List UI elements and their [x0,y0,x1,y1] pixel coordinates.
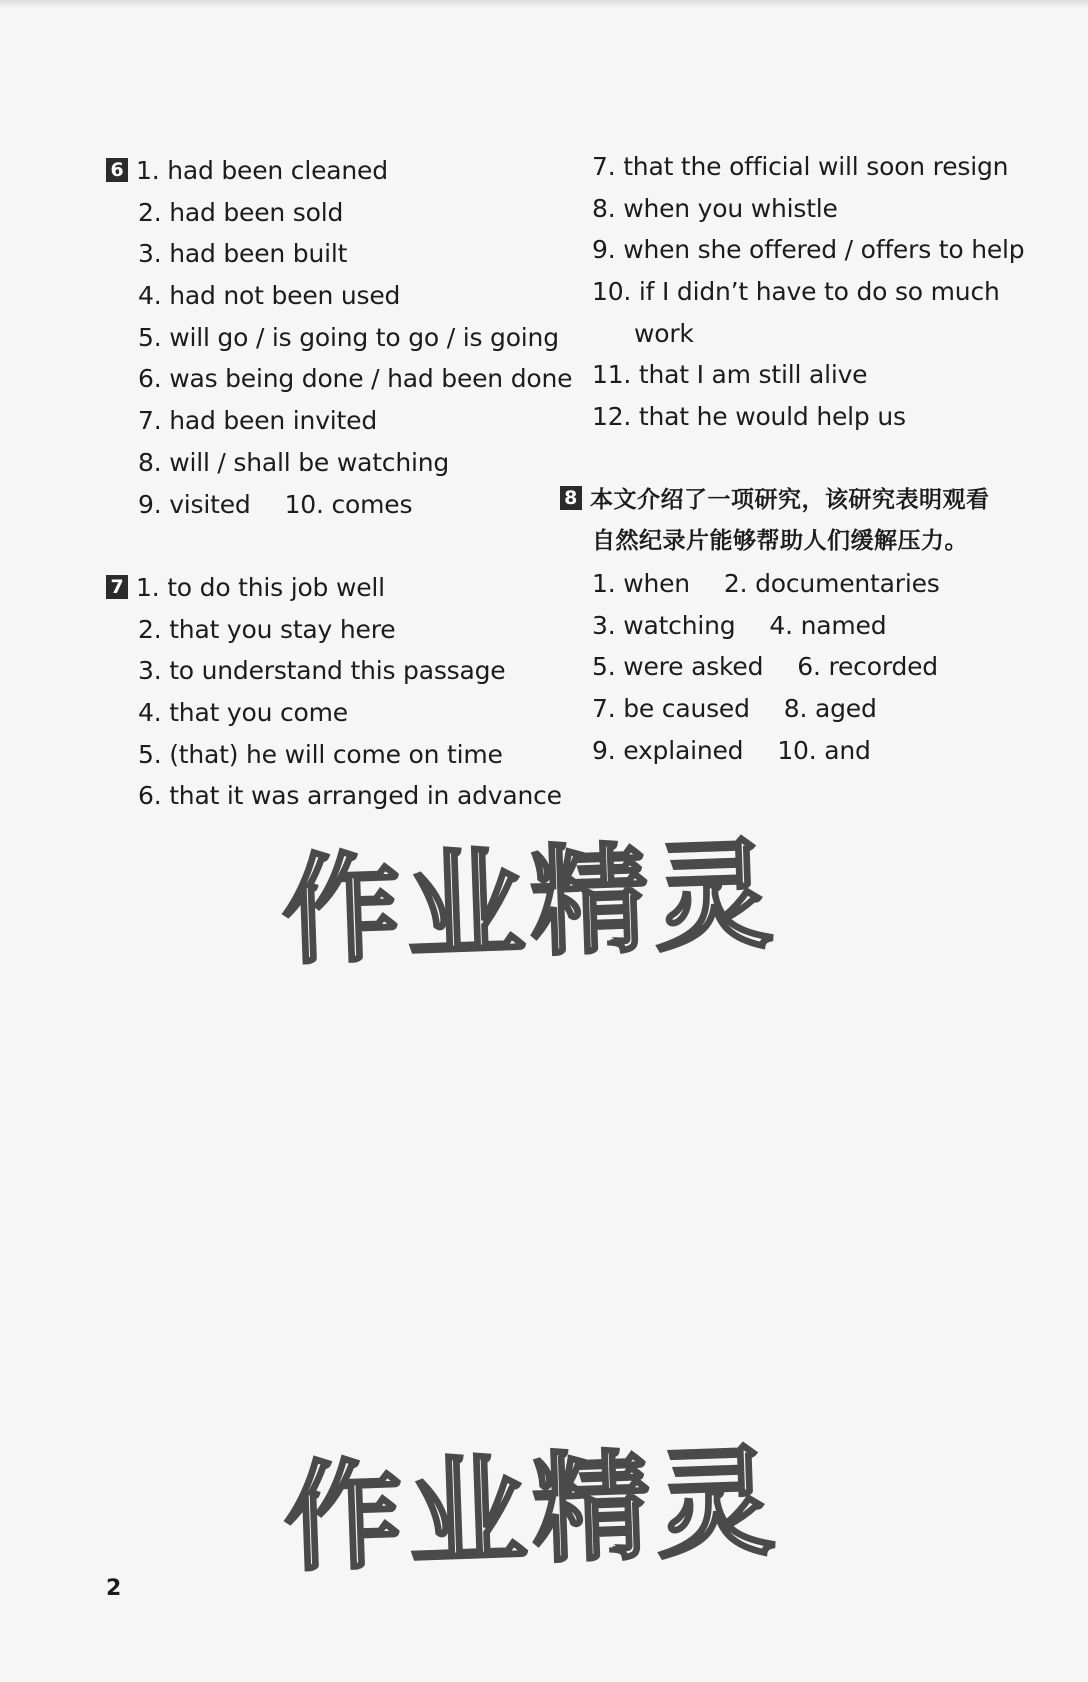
section-6-item-4: 4. had not been used [138,281,401,311]
section-6-item-6: 6. was being done / had been done [138,364,573,394]
section-7-item-1: 7 1. to do this job well [106,567,606,609]
section-7-item-4: 4. that you come [138,697,348,727]
section-7-item-6: 6. that it was arranged in advance [138,781,562,811]
section-6-item-2: 2. had been sold [138,197,344,227]
section-8-summary-line-1: 8 本文介绍了一项研究，该研究表明观看 [560,480,1062,522]
section-6-item-9: 9. visited [138,489,251,519]
section-8-summary-line-2: 自然纪录片能够帮助人们缓解压力。 [592,528,968,555]
section-8-item: 10. and [777,735,871,765]
section-8-pair-3 [592,646,1062,688]
section-7-badge: 7 [106,575,128,599]
section-6-item-9-10 [106,484,606,526]
section-8-item: 3. watching [592,610,736,640]
section-8-item: 5. were asked [592,652,764,682]
section-7-item-3: 3. to understand this passage [138,656,506,686]
section-7-item-12: 12. that he would help us [592,402,906,432]
section-8-item: 9. explained [592,735,744,765]
section-6-badge: 6 [106,158,128,182]
section-8-item: 2. documentaries [723,568,940,598]
section-8-item: 7. be caused [592,693,750,723]
section-7-item-10: 10. if I didn’t have to do so much [592,277,1000,307]
section-8-item: 4. named [769,610,887,640]
watermark-logo: 作业精灵 [282,1432,783,1588]
section-8-pair-4 [592,688,1062,730]
section-gap [106,525,606,567]
section-6-item-3: 3. had been built [138,239,348,269]
watermark-logo: 作业精灵 [280,825,781,981]
section-gap [592,438,1062,480]
scan-edge [0,0,1088,8]
section-7-item-2: 2. that you stay here [138,614,396,644]
section-6-item-5: 5. will go / is going to go / is going [138,322,559,352]
section-7-item-7: 7. that the official will soon resign [592,152,1009,181]
section-7-item-5: 5. (that) he will come on time [138,739,503,769]
page-number: 2 [106,1576,122,1601]
section-8-item: 8. aged [783,693,877,723]
left-column [106,150,606,817]
right-column [564,146,1062,771]
section-6-item-1: 6 1. had been cleaned [106,150,606,192]
section-6-item-8: 8. will / shall be watching [138,447,450,477]
section-7-item-11: 11. that I am still alive [592,360,868,390]
section-8-item: 1. when [592,568,690,598]
section-6-item-10: 10. comes [284,489,413,519]
section-8-badge: 8 [560,486,582,510]
section-7-item-9: 9. when she offered / offers to help [592,235,1025,265]
section-8-pair-2 [592,605,1062,647]
section-8-pair-1 [592,563,1062,605]
section-7-item-10-continued: work [634,318,694,348]
section-8-pair-5 [592,730,1062,772]
section-7-item-8: 8. when you whistle [592,193,838,223]
section-6-item-7: 7. had been invited [138,406,377,436]
section-8-item: 6. recorded [797,652,938,682]
